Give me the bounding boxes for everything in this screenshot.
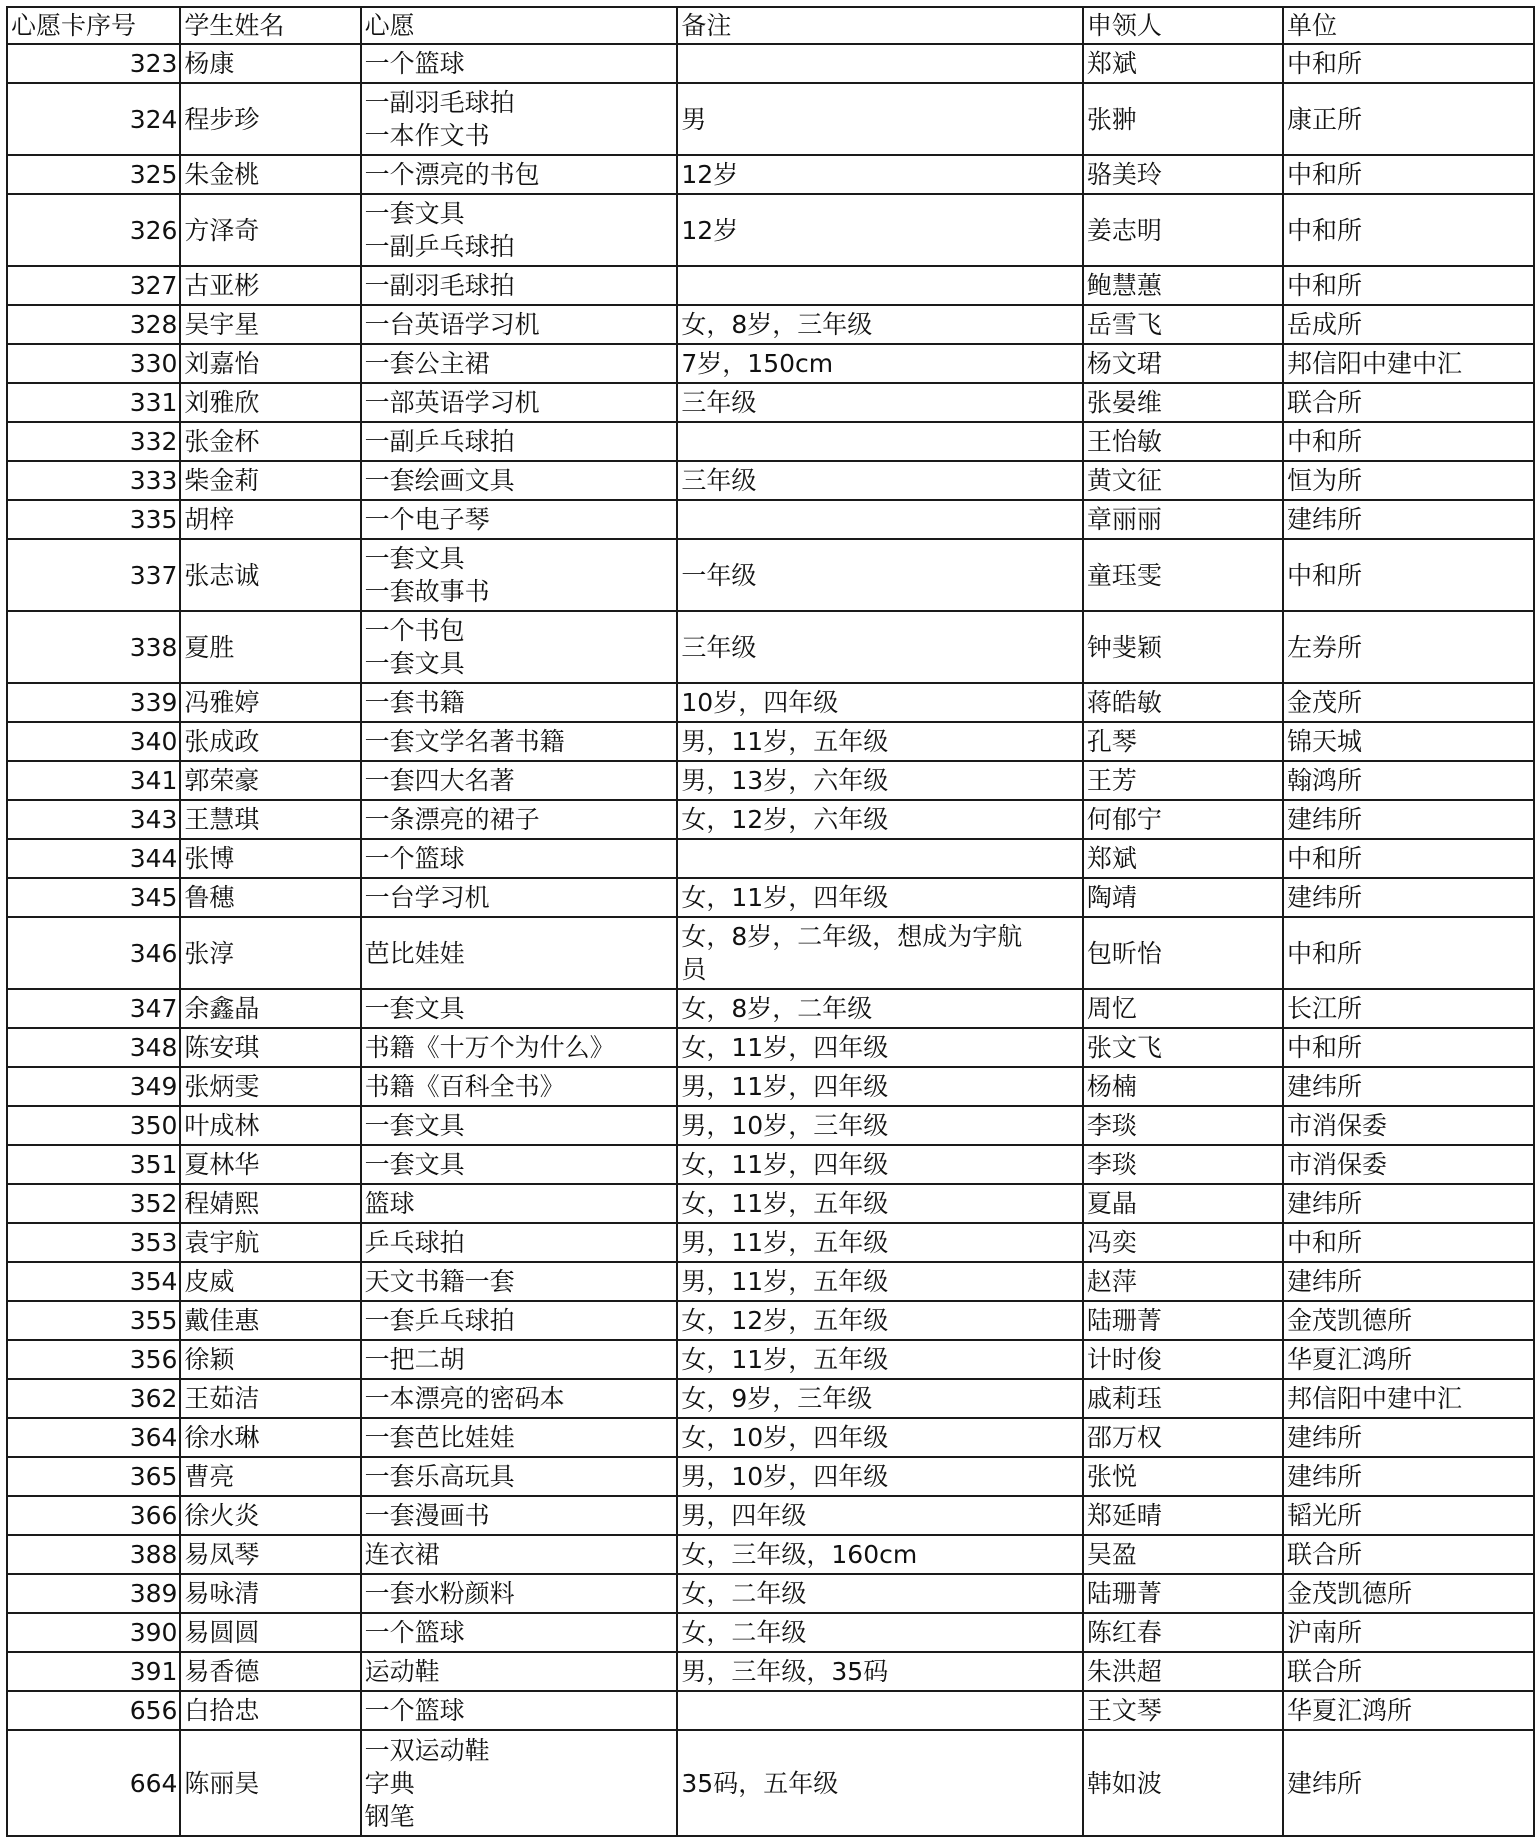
cell-claimant: 李琰 [1083,1145,1283,1184]
cell-claimant: 李琰 [1083,1106,1283,1145]
cell-wish: 一套书籍 [361,683,678,722]
cell-unit: 中和所 [1283,194,1534,266]
cell-note: 男，10岁，四年级 [677,1457,1082,1496]
cell-note: 女，11岁，四年级 [677,1145,1082,1184]
cell-unit: 联合所 [1283,1652,1534,1691]
cell-wish: 一套文具 [361,1106,678,1145]
header-student-name: 学生姓名 [180,7,360,44]
cell-claimant: 吴盈 [1083,1535,1283,1574]
cell-student-name: 刘嘉怡 [180,344,360,383]
table-row [7,800,1534,839]
cell-claimant: 郑斌 [1083,839,1283,878]
cell-card-number: 338 [7,611,180,683]
cell-student-name: 袁宇航 [180,1223,360,1262]
cell-wish: 一个篮球 [361,1613,678,1652]
table-row [7,1028,1534,1067]
cell-claimant: 王怡敏 [1083,422,1283,461]
cell-note: 女，11岁，五年级 [677,1340,1082,1379]
cell-wish: 一个篮球 [361,839,678,878]
cell-card-number: 664 [7,1730,180,1836]
table-row [7,878,1534,917]
cell-claimant: 计时俊 [1083,1340,1283,1379]
cell-claimant: 包昕怡 [1083,917,1283,989]
table-row [7,1106,1534,1145]
table-row [7,683,1534,722]
cell-note: 12岁 [677,155,1082,194]
table-row [7,1418,1534,1457]
cell-student-name: 易圆圆 [180,1613,360,1652]
table-body [7,44,1534,1836]
cell-card-number: 325 [7,155,180,194]
cell-student-name: 柴金莉 [180,461,360,500]
cell-student-name: 王慧琪 [180,800,360,839]
table-row [7,305,1534,344]
cell-note: 男，10岁，三年级 [677,1106,1082,1145]
cell-student-name: 陈丽昊 [180,1730,360,1836]
cell-wish: 一套芭比娃娃 [361,1418,678,1457]
cell-unit: 金茂凯德所 [1283,1574,1534,1613]
table-row [7,1691,1534,1730]
cell-student-name: 张炳雯 [180,1067,360,1106]
cell-student-name: 程步珍 [180,83,360,155]
table-row [7,1652,1534,1691]
cell-card-number: 351 [7,1145,180,1184]
cell-unit: 沪南所 [1283,1613,1534,1652]
cell-note: 男，11岁，五年级 [677,722,1082,761]
table-row [7,1574,1534,1613]
cell-note: 女，8岁，二年级，想成为宇航 员 [677,917,1082,989]
cell-note: 男，四年级 [677,1496,1082,1535]
table-row [7,44,1534,83]
cell-wish: 一副羽毛球拍 一本作文书 [361,83,678,155]
cell-card-number: 365 [7,1457,180,1496]
cell-note: 一年级 [677,539,1082,611]
cell-unit: 建纬所 [1283,1457,1534,1496]
cell-student-name: 戴佳惠 [180,1301,360,1340]
table-row [7,1535,1534,1574]
cell-wish: 篮球 [361,1184,678,1223]
cell-note: 女，12岁，五年级 [677,1301,1082,1340]
cell-claimant: 钟斐颖 [1083,611,1283,683]
cell-unit: 华夏汇鸿所 [1283,1340,1534,1379]
cell-wish: 一个篮球 [361,44,678,83]
header-wish: 心愿 [361,7,678,44]
table-row [7,194,1534,266]
cell-card-number: 346 [7,917,180,989]
cell-unit: 建纬所 [1283,1262,1534,1301]
cell-wish: 一副乒乓球拍 [361,422,678,461]
cell-student-name: 郭荣豪 [180,761,360,800]
table-row [7,461,1534,500]
cell-note [677,1691,1082,1730]
table-row [7,155,1534,194]
cell-unit: 联合所 [1283,1535,1534,1574]
cell-wish: 书籍《百科全书》 [361,1067,678,1106]
cell-card-number: 366 [7,1496,180,1535]
cell-student-name: 张淳 [180,917,360,989]
cell-note: 三年级 [677,461,1082,500]
cell-card-number: 348 [7,1028,180,1067]
table-row [7,83,1534,155]
cell-wish: 一套水粉颜料 [361,1574,678,1613]
header-row [7,7,1534,44]
cell-card-number: 327 [7,266,180,305]
cell-card-number: 355 [7,1301,180,1340]
table-row [7,1496,1534,1535]
cell-note: 男，11岁，四年级 [677,1067,1082,1106]
cell-student-name: 鲁穗 [180,878,360,917]
cell-unit: 中和所 [1283,539,1534,611]
cell-card-number: 335 [7,500,180,539]
cell-note: 男，11岁，五年级 [677,1262,1082,1301]
table-header [7,7,1534,44]
cell-unit: 翰鸿所 [1283,761,1534,800]
cell-claimant: 杨文珺 [1083,344,1283,383]
cell-card-number: 354 [7,1262,180,1301]
table-row [7,1730,1534,1836]
cell-unit: 长江所 [1283,989,1534,1028]
cell-student-name: 胡梓 [180,500,360,539]
cell-wish: 运动鞋 [361,1652,678,1691]
cell-claimant: 夏晶 [1083,1184,1283,1223]
cell-claimant: 陈红春 [1083,1613,1283,1652]
cell-unit: 联合所 [1283,383,1534,422]
cell-card-number: 352 [7,1184,180,1223]
cell-note: 女，8岁，二年级 [677,989,1082,1028]
cell-student-name: 易香德 [180,1652,360,1691]
cell-student-name: 王茹洁 [180,1379,360,1418]
cell-claimant: 王文琴 [1083,1691,1283,1730]
table-row [7,539,1534,611]
cell-unit: 建纬所 [1283,1730,1534,1836]
cell-student-name: 吴宇星 [180,305,360,344]
cell-unit: 金茂凯德所 [1283,1301,1534,1340]
cell-unit: 金茂所 [1283,683,1534,722]
cell-note: 35码，五年级 [677,1730,1082,1836]
cell-wish: 乒乓球拍 [361,1223,678,1262]
cell-card-number: 389 [7,1574,180,1613]
cell-wish: 天文书籍一套 [361,1262,678,1301]
cell-unit: 华夏汇鸿所 [1283,1691,1534,1730]
table-row [7,500,1534,539]
cell-card-number: 362 [7,1379,180,1418]
cell-note: 女，10岁，四年级 [677,1418,1082,1457]
cell-unit: 邦信阳中建中汇 [1283,1379,1534,1418]
cell-unit: 康正所 [1283,83,1534,155]
cell-unit: 韬光所 [1283,1496,1534,1535]
cell-claimant: 戚莉珏 [1083,1379,1283,1418]
cell-note: 男，三年级，35码 [677,1652,1082,1691]
cell-note: 女，11岁，五年级 [677,1184,1082,1223]
table-row [7,266,1534,305]
cell-claimant: 陶靖 [1083,878,1283,917]
cell-wish: 一条漂亮的裙子 [361,800,678,839]
cell-claimant: 骆美玲 [1083,155,1283,194]
table-row [7,839,1534,878]
cell-wish: 芭比娃娃 [361,917,678,989]
wish-card-table [6,6,1535,1837]
cell-card-number: 345 [7,878,180,917]
cell-unit: 建纬所 [1283,800,1534,839]
cell-claimant: 何郁宁 [1083,800,1283,839]
cell-note: 女，11岁，四年级 [677,878,1082,917]
cell-claimant: 张文飞 [1083,1028,1283,1067]
cell-note: 男，13岁，六年级 [677,761,1082,800]
cell-card-number: 349 [7,1067,180,1106]
cell-wish: 一套文具 一副乒乓球拍 [361,194,678,266]
cell-card-number: 350 [7,1106,180,1145]
cell-claimant: 姜志明 [1083,194,1283,266]
cell-note: 7岁，150cm [677,344,1082,383]
cell-unit: 恒为所 [1283,461,1534,500]
cell-note: 女，二年级 [677,1613,1082,1652]
cell-wish: 一套漫画书 [361,1496,678,1535]
cell-student-name: 夏胜 [180,611,360,683]
cell-student-name: 古亚彬 [180,266,360,305]
cell-card-number: 324 [7,83,180,155]
cell-claimant: 蒋皓敏 [1083,683,1283,722]
cell-claimant: 赵萍 [1083,1262,1283,1301]
cell-wish: 一台英语学习机 [361,305,678,344]
cell-note: 女，8岁，三年级 [677,305,1082,344]
table-row [7,1184,1534,1223]
cell-student-name: 白拾忠 [180,1691,360,1730]
cell-unit: 中和所 [1283,917,1534,989]
cell-claimant: 章丽丽 [1083,500,1283,539]
cell-student-name: 张博 [180,839,360,878]
cell-student-name: 方泽奇 [180,194,360,266]
cell-card-number: 356 [7,1340,180,1379]
cell-unit: 中和所 [1283,266,1534,305]
cell-wish: 一个篮球 [361,1691,678,1730]
cell-claimant: 冯奕 [1083,1223,1283,1262]
cell-wish: 连衣裙 [361,1535,678,1574]
cell-unit: 中和所 [1283,44,1534,83]
cell-unit: 左券所 [1283,611,1534,683]
cell-student-name: 张志诚 [180,539,360,611]
header-note: 备注 [677,7,1082,44]
cell-note: 女，9岁，三年级 [677,1379,1082,1418]
cell-wish: 一套文具 [361,1145,678,1184]
cell-wish: 一副羽毛球拍 [361,266,678,305]
cell-note: 女，12岁，六年级 [677,800,1082,839]
cell-claimant: 岳雪飞 [1083,305,1283,344]
cell-note: 三年级 [677,383,1082,422]
cell-wish: 书籍《十万个为什么》 [361,1028,678,1067]
cell-note: 12岁 [677,194,1082,266]
cell-student-name: 易咏清 [180,1574,360,1613]
cell-note: 三年级 [677,611,1082,683]
cell-unit: 市消保委 [1283,1106,1534,1145]
cell-claimant: 张晏维 [1083,383,1283,422]
cell-card-number: 337 [7,539,180,611]
cell-student-name: 徐火炎 [180,1496,360,1535]
cell-claimant: 孔琴 [1083,722,1283,761]
cell-note [677,44,1082,83]
table-row [7,989,1534,1028]
cell-wish: 一部英语学习机 [361,383,678,422]
cell-unit: 建纬所 [1283,878,1534,917]
cell-card-number: 331 [7,383,180,422]
cell-wish: 一本漂亮的密码本 [361,1379,678,1418]
cell-claimant: 陆珊菁 [1083,1574,1283,1613]
header-unit: 单位 [1283,7,1534,44]
cell-card-number: 340 [7,722,180,761]
cell-claimant: 张翀 [1083,83,1283,155]
cell-unit: 建纬所 [1283,1418,1534,1457]
cell-wish: 一个书包 一套文具 [361,611,678,683]
cell-unit: 中和所 [1283,155,1534,194]
cell-unit: 中和所 [1283,422,1534,461]
cell-card-number: 326 [7,194,180,266]
cell-student-name: 张成政 [180,722,360,761]
cell-student-name: 余鑫晶 [180,989,360,1028]
cell-card-number: 347 [7,989,180,1028]
cell-student-name: 刘雅欣 [180,383,360,422]
header-card-number: 心愿卡序号 [7,7,180,44]
cell-claimant: 杨楠 [1083,1067,1283,1106]
cell-student-name: 冯雅婷 [180,683,360,722]
cell-claimant: 周忆 [1083,989,1283,1028]
cell-card-number: 364 [7,1418,180,1457]
cell-note [677,422,1082,461]
cell-student-name: 易凤琴 [180,1535,360,1574]
cell-card-number: 344 [7,839,180,878]
cell-claimant: 王芳 [1083,761,1283,800]
cell-wish: 一双运动鞋 字典 钢笔 [361,1730,678,1836]
cell-card-number: 656 [7,1691,180,1730]
cell-card-number: 323 [7,44,180,83]
cell-note [677,500,1082,539]
cell-claimant: 张悦 [1083,1457,1283,1496]
cell-wish: 一台学习机 [361,878,678,917]
cell-unit: 中和所 [1283,1028,1534,1067]
cell-note: 男 [677,83,1082,155]
cell-student-name: 皮威 [180,1262,360,1301]
cell-note: 男，11岁，五年级 [677,1223,1082,1262]
table-row [7,1301,1534,1340]
cell-unit: 市消保委 [1283,1145,1534,1184]
cell-claimant: 鲍慧蕙 [1083,266,1283,305]
cell-claimant: 陆珊菁 [1083,1301,1283,1340]
cell-card-number: 341 [7,761,180,800]
cell-unit: 岳成所 [1283,305,1534,344]
cell-claimant: 朱洪超 [1083,1652,1283,1691]
cell-claimant: 郑斌 [1083,44,1283,83]
table-row [7,611,1534,683]
cell-wish: 一套文具 一套故事书 [361,539,678,611]
table-row [7,761,1534,800]
cell-card-number: 332 [7,422,180,461]
cell-unit: 邦信阳中建中汇 [1283,344,1534,383]
cell-unit: 建纬所 [1283,500,1534,539]
table-row [7,344,1534,383]
cell-wish: 一个电子琴 [361,500,678,539]
cell-unit: 建纬所 [1283,1067,1534,1106]
cell-student-name: 程婧熙 [180,1184,360,1223]
cell-note: 女，三年级，160cm [677,1535,1082,1574]
cell-card-number: 390 [7,1613,180,1652]
cell-student-name: 杨康 [180,44,360,83]
cell-note [677,839,1082,878]
cell-wish: 一套乐高玩具 [361,1457,678,1496]
cell-card-number: 339 [7,683,180,722]
cell-note: 女，11岁，四年级 [677,1028,1082,1067]
cell-student-name: 徐颖 [180,1340,360,1379]
table-row [7,1340,1534,1379]
table-row [7,1145,1534,1184]
table-row [7,1457,1534,1496]
cell-student-name: 叶成林 [180,1106,360,1145]
cell-unit: 中和所 [1283,839,1534,878]
cell-unit: 锦天城 [1283,722,1534,761]
cell-claimant: 韩如波 [1083,1730,1283,1836]
cell-card-number: 343 [7,800,180,839]
cell-student-name: 陈安琪 [180,1028,360,1067]
cell-wish: 一个漂亮的书包 [361,155,678,194]
cell-card-number: 353 [7,1223,180,1262]
cell-claimant: 黄文征 [1083,461,1283,500]
table-row [7,1223,1534,1262]
cell-student-name: 朱金桃 [180,155,360,194]
header-claimant: 申领人 [1083,7,1283,44]
cell-card-number: 391 [7,1652,180,1691]
cell-card-number: 333 [7,461,180,500]
cell-note: 女，二年级 [677,1574,1082,1613]
cell-student-name: 夏林华 [180,1145,360,1184]
cell-wish: 一套文学名著书籍 [361,722,678,761]
cell-wish: 一套文具 [361,989,678,1028]
table-row [7,383,1534,422]
cell-claimant: 童珏雯 [1083,539,1283,611]
cell-claimant: 郑延晴 [1083,1496,1283,1535]
table-row [7,1379,1534,1418]
cell-card-number: 330 [7,344,180,383]
table-row [7,1067,1534,1106]
cell-wish: 一套四大名著 [361,761,678,800]
cell-wish: 一套公主裙 [361,344,678,383]
cell-student-name: 曹亮 [180,1457,360,1496]
cell-note: 10岁，四年级 [677,683,1082,722]
cell-wish: 一套乒乓球拍 [361,1301,678,1340]
cell-unit: 中和所 [1283,1223,1534,1262]
cell-unit: 建纬所 [1283,1184,1534,1223]
cell-card-number: 388 [7,1535,180,1574]
cell-card-number: 328 [7,305,180,344]
cell-student-name: 徐水琳 [180,1418,360,1457]
table-row [7,917,1534,989]
table-row [7,422,1534,461]
table-row [7,722,1534,761]
cell-wish: 一套绘画文具 [361,461,678,500]
table-row [7,1262,1534,1301]
cell-wish: 一把二胡 [361,1340,678,1379]
cell-note [677,266,1082,305]
cell-student-name: 张金杯 [180,422,360,461]
table-row [7,1613,1534,1652]
cell-claimant: 邵万权 [1083,1418,1283,1457]
